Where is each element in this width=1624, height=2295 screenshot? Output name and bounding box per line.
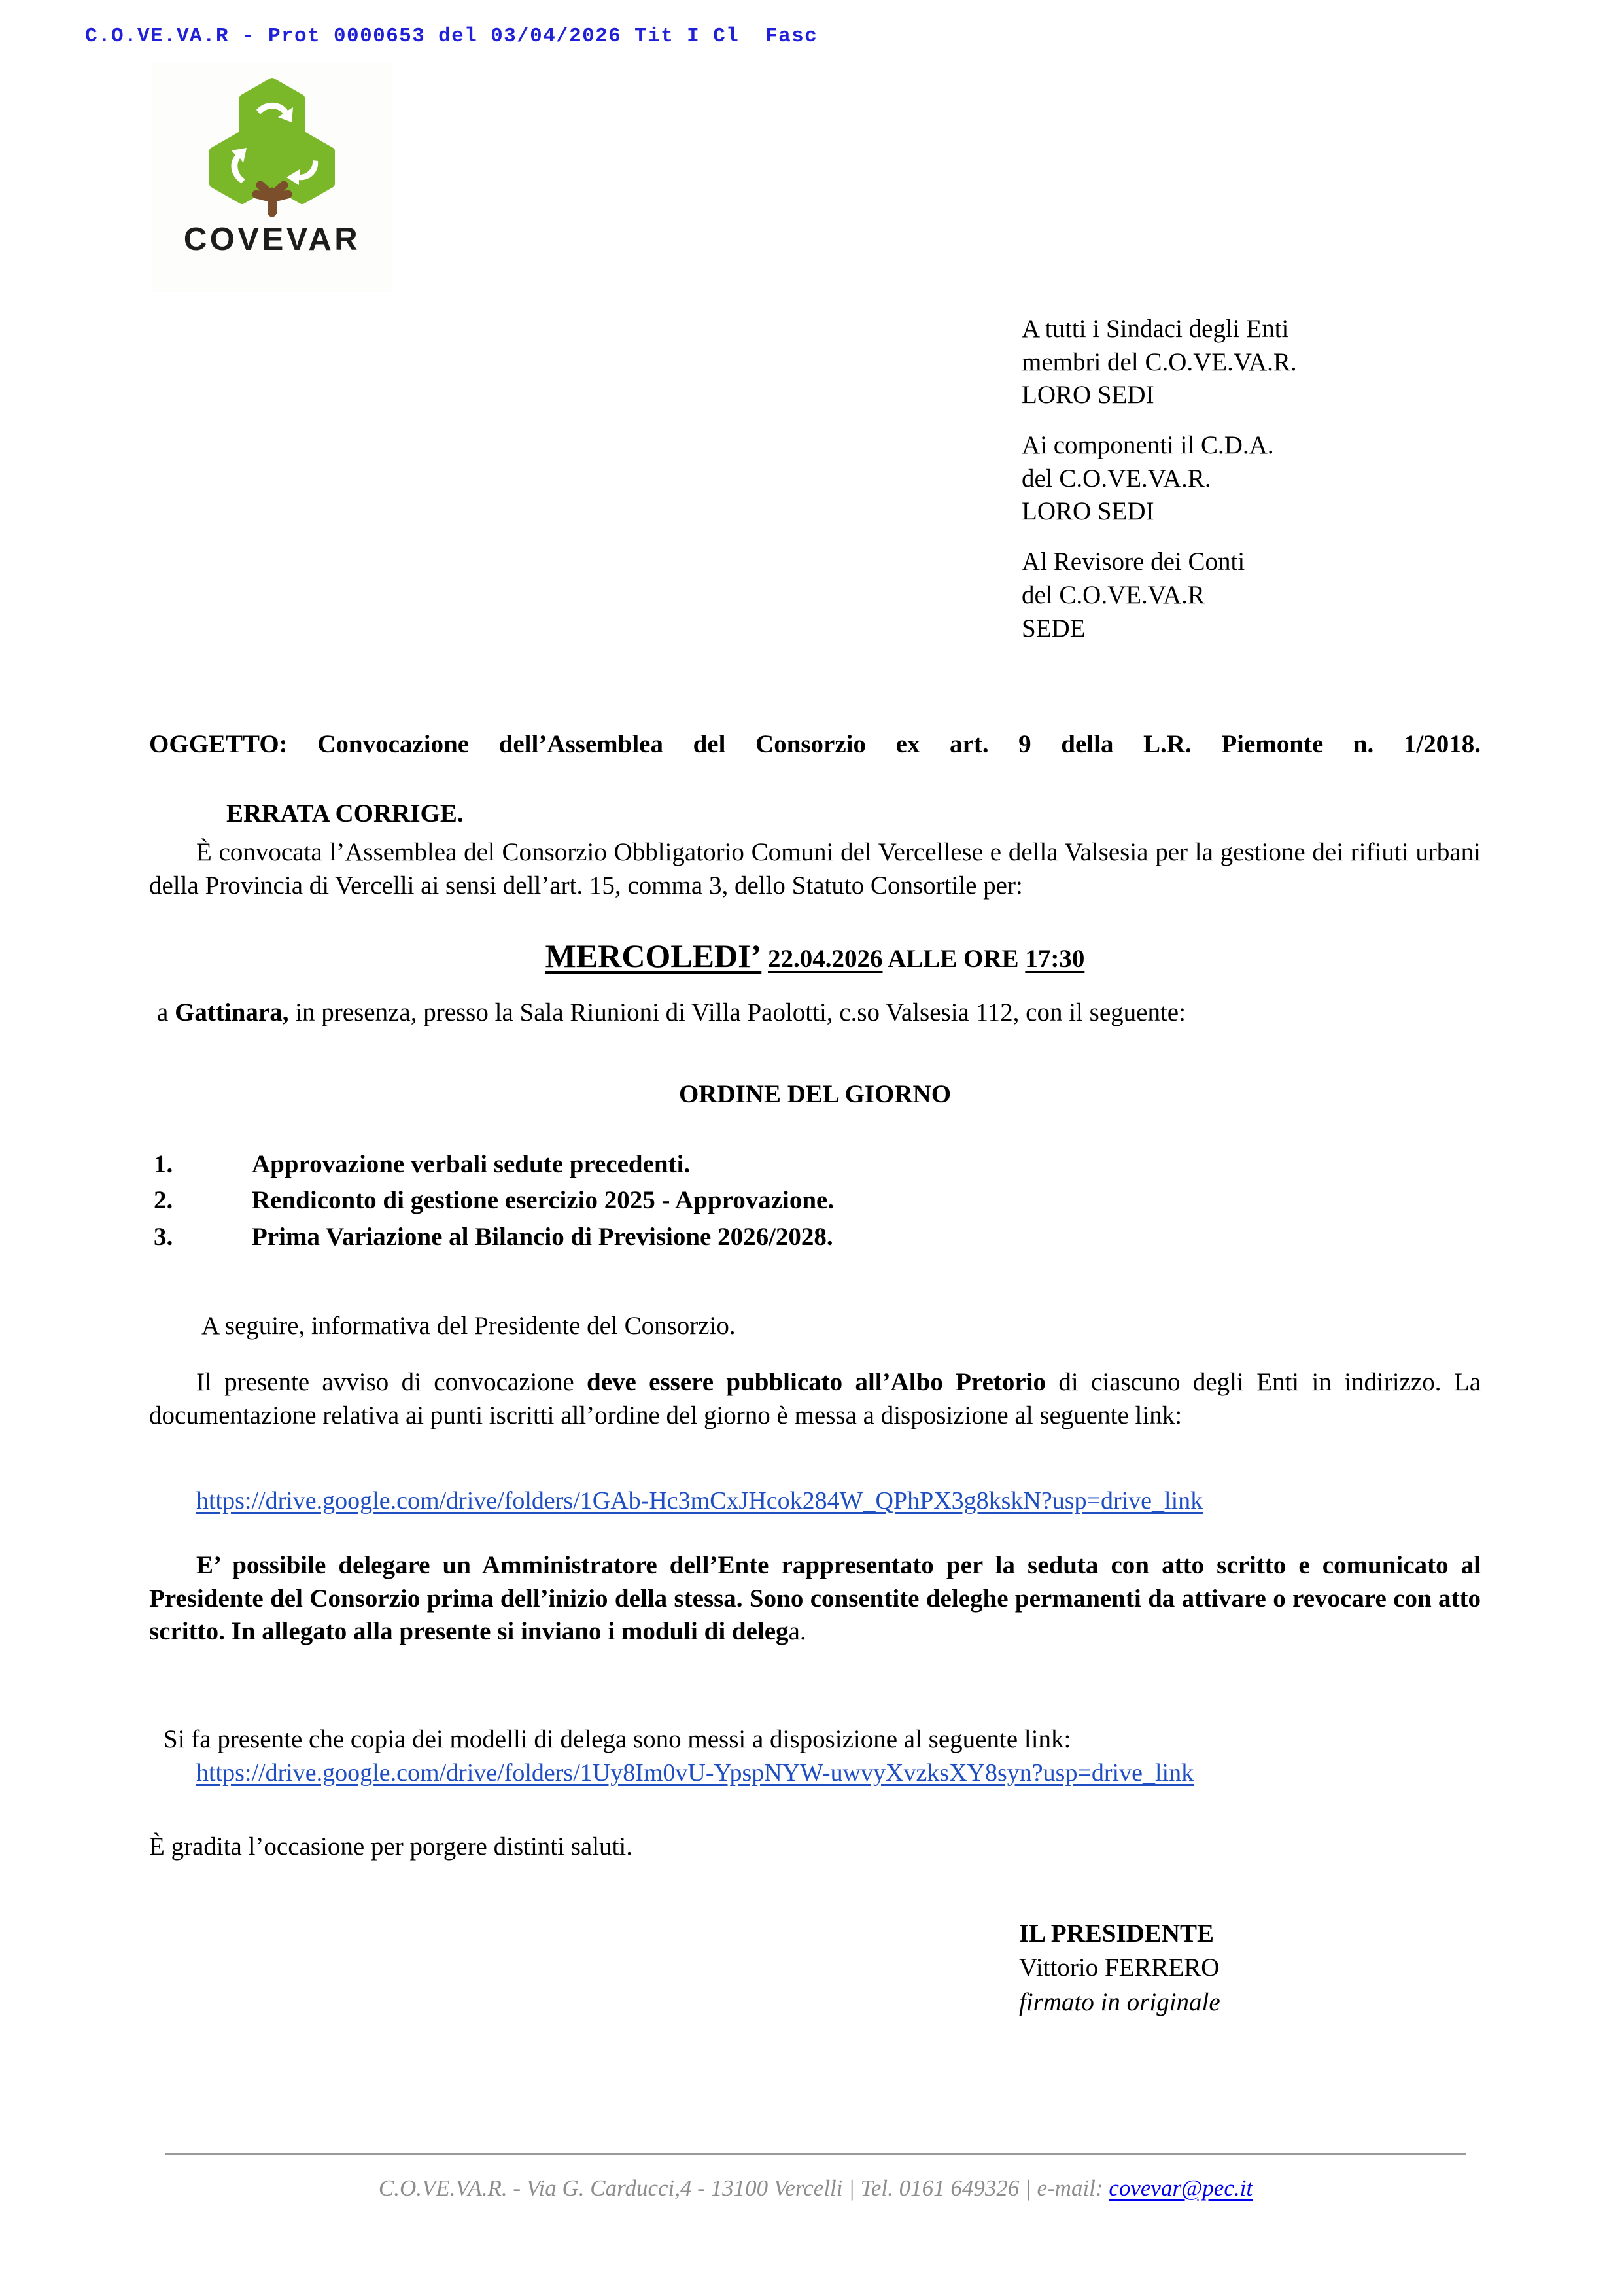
agenda-item-text: Prima Variazione al Bilancio di Previsione 2026/2028.: [252, 1222, 833, 1251]
delegation-paragraph: [149, 1549, 1481, 1649]
meeting-venue: [157, 998, 1481, 1027]
addressee-group-revisore: [1022, 546, 1297, 645]
addressee-line: del C.O.VE.VA.R: [1022, 580, 1205, 609]
meeting-dateline: [149, 937, 1481, 975]
addressee-line: Al Revisore dei Conti: [1022, 548, 1245, 576]
agenda-title: ORDINE DEL GIORNO: [678, 1080, 952, 1108]
meeting-weekday: MERCOLEDI’: [545, 937, 762, 974]
albo-text-bold: deve essere pubblicato all’Albo Pretorio: [587, 1368, 1046, 1396]
intro-paragraph-text: È convocata l’Assemblea del Consorzio Obbligatorio Comuni del Vercellese e della Valsesia per la gestione dei rifiuti urbani della Provincia di Vercelli ai sensi dell’art. 15, comma 3, dello Statuto Consortile per:: [149, 838, 1481, 900]
venue-city: Gattinara,: [175, 998, 289, 1026]
agenda-item-text: Approvazione verbali sedute precedenti.: [252, 1150, 691, 1178]
closing-paragraph: È gradita l’occasione per porgere distinti saluti.: [149, 1832, 632, 1861]
addressee-group-cda: [1022, 429, 1297, 529]
signature-block: [1019, 1917, 1220, 2020]
signature-name: Vittorio FERRERO: [1019, 1953, 1220, 1982]
subject-line-2: ERRATA CORRIGE.: [226, 799, 464, 828]
addressee-line: A tutti i Sindaci degli Enti: [1022, 315, 1289, 343]
albo-text-part1: Il presente avviso di convocazione: [196, 1368, 587, 1396]
addressee-line: SEDE: [1022, 614, 1086, 642]
signature-role: IL PRESIDENTE: [1019, 1919, 1215, 1948]
addressee-line: LORO SEDI: [1022, 497, 1154, 526]
agenda-item-number: 1.: [154, 1150, 173, 1178]
addressee-group-sindaci: [1022, 313, 1297, 412]
footer: [165, 2175, 1466, 2201]
footer-email-link[interactable]: covevar@pec.it: [1109, 2175, 1253, 2201]
addressee-line: Ai componenti il C.D.A.: [1022, 431, 1274, 460]
followup-paragraph-text: A seguire, informativa del Presidente del Consorzio.: [201, 1312, 736, 1340]
subject-line-1: OGGETTO: Convocazione dell’Assemblea del Consorzio ex art. 9 della L.R. Piemonte n. 1/2018.: [149, 730, 1481, 758]
addressee-block: [1022, 313, 1297, 645]
followup-paragraph: [149, 1310, 1481, 1343]
delegation-forms-paragraph: Si fa presente che copia dei modelli di delega sono messi a disposizione al seguente link:: [164, 1725, 1071, 1753]
delegation-forms-drive-link[interactable]: https://drive.google.com/drive/folders/1Uy8Im0vU-YpspNYW-uwvyXvzksXY8syn?usp=drive_link: [196, 1759, 1194, 1787]
logo-wordmark: COVEVAR: [183, 222, 361, 257]
delegation-text-bold: E’ possibile delegare un Amministratore dell’Ente rappresentato per la seduta con atto scritto e comunicato al Presidente del Consorzio prima dell’inizio della stessa. Sono consentite deleghe permanenti da attivare o revocare con atto scritto. In allegato alla presente si inviano i moduli di deleg: [149, 1551, 1481, 1646]
agenda-list: [154, 1146, 1481, 1255]
agenda-item-number: 2.: [154, 1186, 173, 1215]
meeting-at-label: ALLE ORE: [888, 945, 1019, 973]
addressee-line: LORO SEDI: [1022, 381, 1154, 410]
agenda-item: [154, 1146, 1481, 1182]
albo-text-part2: di ciascuno degli Enti in indirizzo. La documentazione relativa ai punti iscritti all’ordine del giorno è messa a disposizione al seguente link:: [149, 1368, 1481, 1429]
albo-pretorio-paragraph: [149, 1366, 1481, 1432]
intro-paragraph: [149, 836, 1481, 902]
agenda-item-number: 3.: [154, 1222, 173, 1251]
documents-drive-link[interactable]: https://drive.google.com/drive/folders/1GAb-Hc3mCxJHcok284W_QPhPX3g8kskN?usp=drive_link: [196, 1487, 1203, 1515]
agenda-item-text: Rendiconto di gestione esercizio 2025 - Approvazione.: [252, 1186, 835, 1215]
signature-note: firmato in originale: [1019, 1988, 1220, 2016]
venue-prefix: a: [157, 998, 175, 1026]
agenda-item: [154, 1219, 1481, 1255]
agenda-item: [154, 1182, 1481, 1218]
addressee-line: membri del C.O.VE.VA.R.: [1022, 347, 1297, 376]
subject-block: [149, 728, 1481, 831]
venue-rest: in presenza, presso la Sala Riunioni di Villa Paolotti, c.so Valsesia 112, con il seguente:: [288, 998, 1186, 1026]
meeting-date: 22.04.2026: [768, 945, 883, 973]
delegation-text-tail: a.: [788, 1617, 806, 1646]
protocol-stamp: C.O.VE.VA.R - Prot 0000653 del 03/04/2026 Tit I Cl Fasc: [85, 25, 818, 48]
addressee-line: del C.O.VE.VA.R.: [1022, 464, 1211, 493]
covevar-logo: [152, 62, 392, 292]
footer-divider: [165, 2153, 1466, 2155]
footer-address: C.O.VE.VA.R. - Via G. Carducci,4 - 13100 Vercelli | Tel. 0161 649326 | e-mail:: [378, 2175, 1109, 2201]
meeting-time: 17:30: [1025, 945, 1085, 973]
covevar-recycling-tree-icon: [152, 67, 392, 218]
